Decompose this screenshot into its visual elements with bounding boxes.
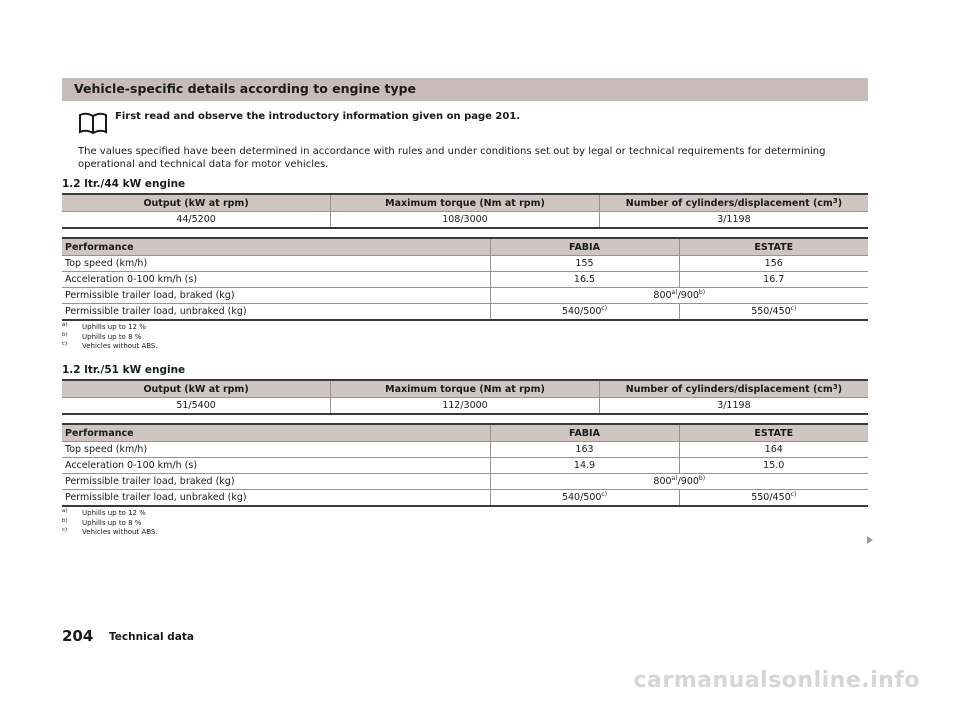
output-value: 44/5200	[176, 214, 216, 225]
book-icon	[78, 111, 108, 135]
braked-value: 800$^{a)}$/900$^{b)}$	[490, 288, 868, 304]
table-row	[62, 212, 868, 229]
chapter-title: Technical data	[109, 631, 194, 643]
table-row	[62, 442, 868, 458]
fabia-value: 163	[490, 442, 679, 458]
table-row	[62, 272, 868, 288]
fabia-value: 540/500$^{c)}$	[490, 304, 679, 321]
table-header-row	[62, 238, 868, 256]
row-label: Permissible trailer load, braked (kg)	[65, 476, 235, 487]
cylinders-value: 3/1198	[599, 398, 868, 415]
cylinders-value: 3/1198	[599, 212, 868, 229]
intro-paragraph: The values specified have been determined in accordance with rules and under conditions set out by legal or technical requirements for determining operational and technical data for motor vehicles.	[78, 146, 826, 170]
fabia-value: 155	[490, 256, 679, 272]
column-header: Maximum torque (Nm at rpm)	[331, 194, 600, 212]
performance-table	[62, 237, 868, 321]
engine-title: 1.2 ltr./44 kW engine	[62, 178, 186, 190]
row-label: Permissible trailer load, unbraked (kg)	[65, 306, 247, 317]
table-row	[62, 398, 868, 415]
column-header: Number of cylinders/displacement $(cm^3)$	[599, 380, 868, 398]
row-label: Top speed (km/h)	[65, 444, 148, 455]
watermark: carmanualsonline.info	[633, 668, 920, 693]
section-title: Vehicle-specific details according to engine type	[74, 81, 417, 96]
spec-table	[62, 193, 868, 229]
row-label: Permissible trailer load, braked (kg)	[65, 290, 235, 301]
row-label: Top speed (km/h)	[65, 258, 148, 269]
table-row	[62, 474, 868, 490]
column-header: Performance	[65, 427, 134, 439]
column-header: Output (kW at rpm)	[143, 197, 249, 209]
table-header-row	[62, 194, 868, 212]
torque-value: 108/3000	[331, 212, 600, 229]
table-row	[62, 458, 868, 474]
page-number: 204	[62, 627, 94, 645]
engine-title: 1.2 ltr./51 kW engine	[62, 364, 186, 376]
braked-value: 800$^{a)}$/900$^{b)}$	[490, 474, 868, 490]
table-row	[62, 288, 868, 304]
column-header: ESTATE	[679, 238, 868, 256]
footnotes	[62, 509, 158, 538]
footnote: c) Vehicles without ABS.	[62, 527, 158, 536]
footnote: b) Uphills up to 8 %	[62, 331, 142, 341]
column-header: FABIA	[490, 238, 679, 256]
continue-arrow-icon	[867, 536, 873, 544]
estate-value: 164	[679, 442, 868, 458]
spec-table	[62, 379, 868, 415]
row-label: Permissible trailer load, unbraked (kg)	[65, 492, 247, 503]
table-row	[62, 256, 868, 272]
estate-value: 156	[679, 256, 868, 272]
section-header	[62, 78, 868, 101]
column-header: Number of cylinders/displacement $(cm^3)$	[599, 194, 868, 212]
table-header-row	[62, 424, 868, 442]
performance-table	[62, 423, 868, 507]
row-label: Acceleration 0-100 km/h (s)	[65, 460, 198, 471]
table-row	[62, 490, 868, 507]
torque-value: 112/3000	[331, 398, 600, 415]
table-header-row	[62, 380, 868, 398]
row-label: Acceleration 0-100 km/h (s)	[65, 274, 198, 285]
intro-note: First read and observe the introductory information given on page 201.	[115, 111, 521, 122]
footnote: a) Uphills up to 12 %	[62, 508, 146, 517]
table-row	[62, 304, 868, 321]
column-header: FABIA	[490, 424, 679, 442]
column-header: ESTATE	[679, 424, 868, 442]
estate-value: 15.0	[679, 458, 868, 474]
column-header: Output (kW at rpm)	[143, 383, 249, 395]
estate-value: 550/450$^{c)}$	[679, 490, 868, 507]
column-header: Performance	[65, 241, 134, 253]
fabia-value: 14.9	[490, 458, 679, 474]
estate-value: 16.7	[679, 272, 868, 288]
estate-value: 550/450$^{c)}$	[679, 304, 868, 321]
output-value: 51/5400	[176, 400, 216, 411]
column-header: Maximum torque (Nm at rpm)	[331, 380, 600, 398]
fabia-value: 16.5	[490, 272, 679, 288]
footnote: c) Vehicles without ABS.	[62, 341, 158, 350]
footnote: b) Uphills up to 8 %	[62, 517, 142, 527]
fabia-value: 540/500$^{c)}$	[490, 490, 679, 507]
footnote: a) Uphills up to 12 %	[62, 322, 146, 331]
footnotes	[62, 323, 158, 352]
